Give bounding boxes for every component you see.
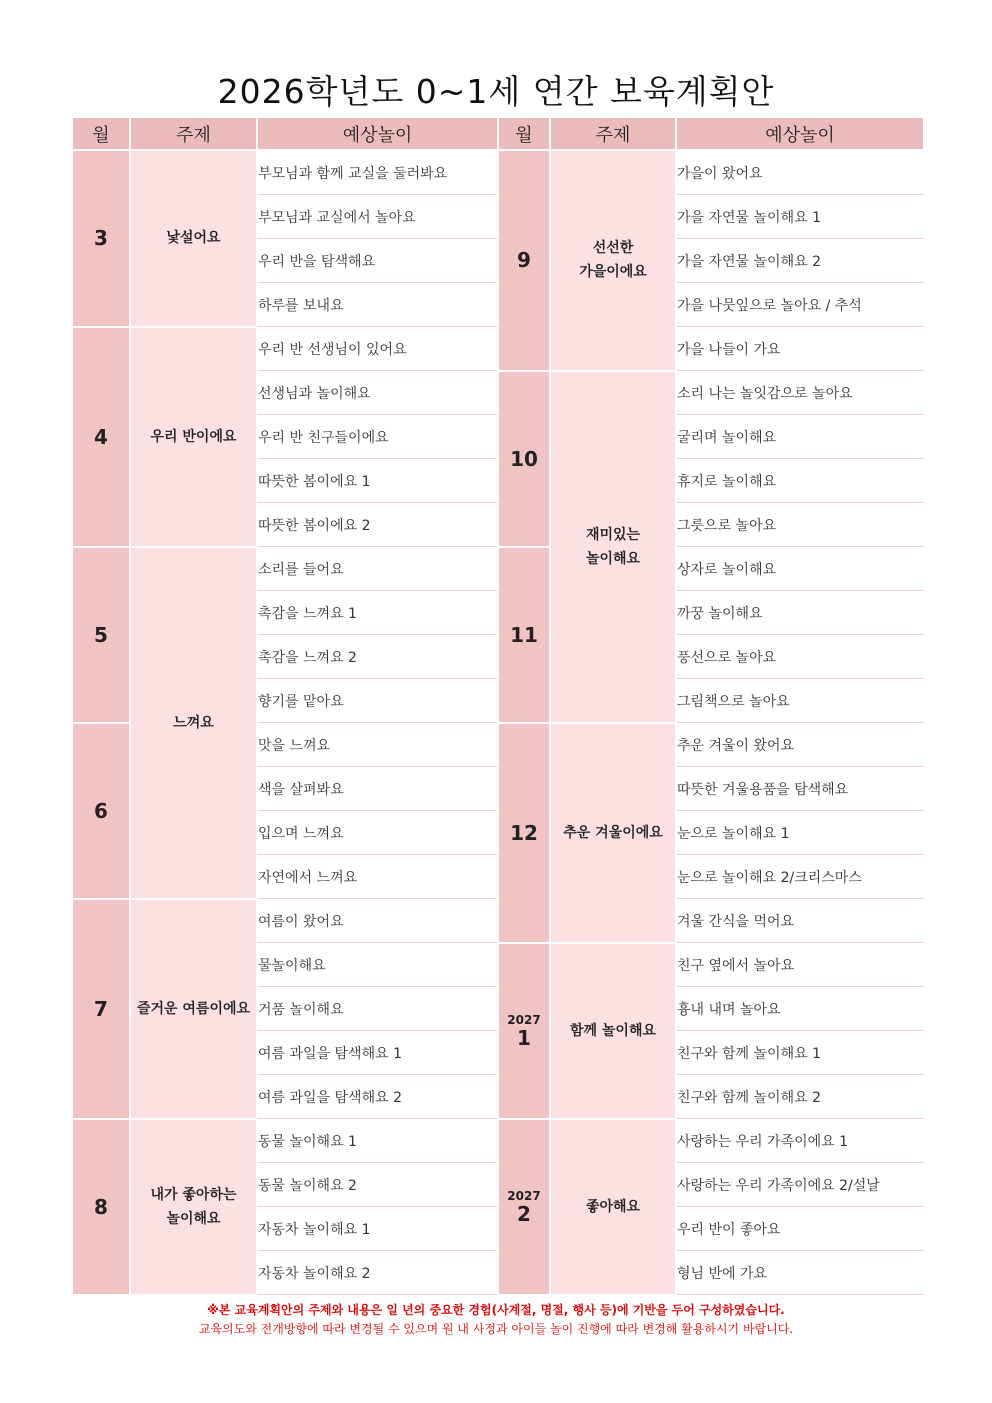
month-cell: 10 xyxy=(498,371,550,547)
theme-cell xyxy=(550,150,676,371)
month-cell xyxy=(498,1119,550,1295)
activity-cell: 소리 나는 놀잇감으로 놀아요 xyxy=(676,371,924,415)
activity-cell: 상자로 놀이해요 xyxy=(676,547,924,591)
activity-cell: 물놀이해요 xyxy=(257,943,498,987)
theme-cell: 우리 반이에요 xyxy=(130,327,257,547)
header-month-left: 월 xyxy=(73,118,130,150)
activity-cell: 그릇으로 놀아요 xyxy=(676,503,924,547)
theme-line: 가을이에요 xyxy=(579,264,647,281)
activity-cell: 우리 반이 좋아요 xyxy=(676,1207,924,1251)
theme-cell: 좋아해요 xyxy=(550,1119,676,1295)
theme-cell xyxy=(130,1119,257,1295)
month-cell: 4 xyxy=(73,327,130,547)
activity-cell: 우리 반 친구들이에요 xyxy=(257,415,498,459)
activity-cell: 흉내 내며 놀아요 xyxy=(676,987,924,1031)
theme-cell: 추운 겨울이에요 xyxy=(550,723,676,943)
activity-cell: 굴리며 놀이해요 xyxy=(676,415,924,459)
table-row xyxy=(73,1119,924,1163)
header-row xyxy=(73,118,924,150)
activity-cell: 친구와 함께 놀이해요 1 xyxy=(676,1031,924,1075)
activity-cell: 동물 놀이해요 1 xyxy=(257,1119,498,1163)
annual-plan-table xyxy=(73,118,925,1296)
activity-cell: 여름 과일을 탐색해요 1 xyxy=(257,1031,498,1075)
activity-cell: 선생님과 놀이해요 xyxy=(257,371,498,415)
activity-cell: 눈으로 놀이해요 2/크리스마스 xyxy=(676,855,924,899)
page-title: 2026학년도 0~1세 연간 보육계획안 xyxy=(217,72,775,111)
activity-cell: 동물 놀이해요 2 xyxy=(257,1163,498,1207)
activity-cell: 가을이 왔어요 xyxy=(676,150,924,195)
activity-cell: 입으며 느껴요 xyxy=(257,811,498,855)
activity-cell: 가을 나뭇잎으로 놀아요 / 추석 xyxy=(676,283,924,327)
month-cell: 7 xyxy=(73,899,130,1119)
month-cell: 5 xyxy=(73,547,130,723)
activity-cell: 따뜻한 봄이에요 2 xyxy=(257,503,498,547)
header-theme-left: 주제 xyxy=(130,118,257,150)
activity-cell: 여름이 왔어요 xyxy=(257,899,498,943)
table-row xyxy=(73,547,924,591)
year-label: 2027 xyxy=(507,1188,541,1203)
activity-cell: 여름 과일을 탐색해요 2 xyxy=(257,1075,498,1119)
activity-cell: 소리를 들어요 xyxy=(257,547,498,591)
theme-line: 놀이해요 xyxy=(585,550,641,567)
table-row xyxy=(73,150,924,195)
activity-cell: 부모님과 교실에서 놀아요 xyxy=(257,195,498,239)
month-cell: 3 xyxy=(73,150,130,327)
theme-cell xyxy=(550,371,676,723)
activity-cell: 향기를 맡아요 xyxy=(257,679,498,723)
header-theme-right: 주제 xyxy=(550,118,676,150)
activity-cell: 맛을 느껴요 xyxy=(257,723,498,767)
header-play-left: 예상놀이 xyxy=(257,118,498,150)
month-number: 1 xyxy=(517,1025,531,1050)
activity-cell: 그림책으로 놀아요 xyxy=(676,679,924,723)
activity-cell: 눈으로 놀이해요 1 xyxy=(676,811,924,855)
activity-cell: 촉감을 느껴요 1 xyxy=(257,591,498,635)
month-cell: 6 xyxy=(73,723,130,899)
activity-cell: 가을 자연물 놀이해요 2 xyxy=(676,239,924,283)
theme-cell: 느껴요 xyxy=(130,547,257,899)
activity-cell: 친구 옆에서 놀아요 xyxy=(676,943,924,987)
activity-cell: 자동차 놀이해요 1 xyxy=(257,1207,498,1251)
activity-cell: 우리 반을 탐색해요 xyxy=(257,239,498,283)
activity-cell: 사랑하는 우리 가족이에요 1 xyxy=(676,1119,924,1163)
theme-line: 재미있는 xyxy=(585,526,641,543)
theme-line: 놀이해요 xyxy=(166,1210,221,1227)
theme-cell: 즐거운 여름이에요 xyxy=(130,899,257,1119)
activity-cell: 추운 겨울이 왔어요 xyxy=(676,723,924,767)
month-cell: 11 xyxy=(498,547,550,723)
activity-cell: 겨울 간식을 먹어요 xyxy=(676,899,924,943)
activity-cell: 자연에서 느껴요 xyxy=(257,855,498,899)
activity-cell: 가을 자연물 놀이해요 1 xyxy=(676,195,924,239)
header-month-right: 월 xyxy=(498,118,550,150)
activity-cell: 하루를 보내요 xyxy=(257,283,498,327)
activity-cell: 따뜻한 겨울용품을 탐색해요 xyxy=(676,767,924,811)
activity-cell: 색을 살펴봐요 xyxy=(257,767,498,811)
activity-cell: 가을 나들이 가요 xyxy=(676,327,924,371)
theme-cell: 낯설어요 xyxy=(130,150,257,327)
activity-cell: 부모님과 함께 교실을 둘러봐요 xyxy=(257,150,498,195)
theme-line: 선선한 xyxy=(592,240,634,257)
activity-cell: 따뜻한 봄이에요 1 xyxy=(257,459,498,503)
year-label: 2027 xyxy=(507,1012,541,1027)
activity-cell: 까꿍 놀이해요 xyxy=(676,591,924,635)
activity-cell: 휴지로 놀이해요 xyxy=(676,459,924,503)
month-cell xyxy=(498,943,550,1119)
month-cell: 8 xyxy=(73,1119,130,1295)
activity-cell: 우리 반 선생님이 있어요 xyxy=(257,327,498,371)
month-cell: 12 xyxy=(498,723,550,943)
activity-cell: 자동차 놀이해요 2 xyxy=(257,1251,498,1295)
activity-cell: 거품 놀이해요 xyxy=(257,987,498,1031)
activity-cell: 사랑하는 우리 가족이에요 2/설날 xyxy=(676,1163,924,1207)
footnote-primary: ※본 교육계획안의 주제와 내용은 일 년의 중요한 경험(사계절, 명절, 행사 등)에 기반을 두어 구성하였습니다. xyxy=(207,1303,785,1317)
month-cell: 9 xyxy=(498,150,550,371)
theme-line: 내가 좋아하는 xyxy=(150,1186,237,1203)
theme-cell: 함께 놀이해요 xyxy=(550,943,676,1119)
activity-cell: 친구와 함께 놀이해요 2 xyxy=(676,1075,924,1119)
activity-cell: 풍선으로 놀아요 xyxy=(676,635,924,679)
activity-cell: 촉감을 느껴요 2 xyxy=(257,635,498,679)
footnote-secondary: 교육의도와 전개방향에 따라 변경될 수 있으며 원 내 사정과 아이들 놀이 진행에 따라 변경해 활용하시기 바랍니다. xyxy=(198,1322,794,1336)
month-number: 2 xyxy=(517,1201,531,1226)
header-play-right: 예상놀이 xyxy=(676,118,924,150)
activity-cell: 형님 반에 가요 xyxy=(676,1251,924,1295)
